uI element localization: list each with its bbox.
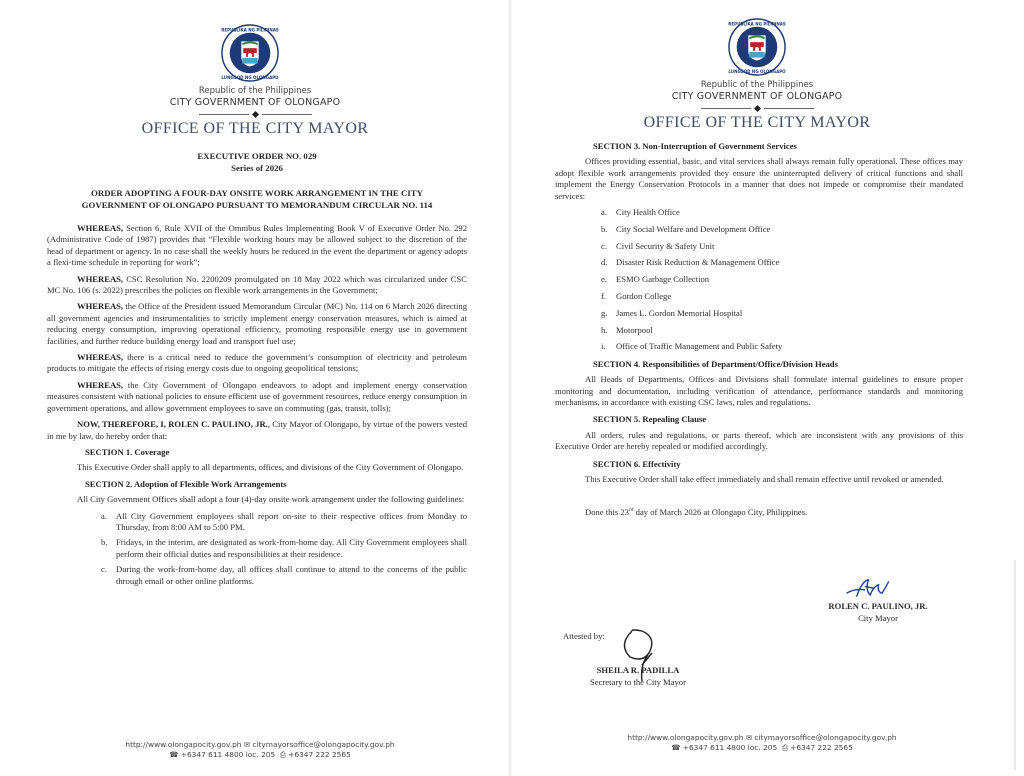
fax-number: +6347 222 2565 [790,743,853,752]
list-text: Office of Traffic Management and Public Safety [616,341,783,352]
list-key: h. [601,324,608,335]
page-1-text-column [38,223,476,587]
phone-number: +6347 611 4800 loc. 205 [682,743,778,752]
city-government-line: CITY GOVERNMENT OF OLONGAPO [169,97,341,108]
republic-line: Republic of the Philippines [700,80,814,90]
letterhead [100,86,410,139]
section-3-item-i [601,341,963,352]
section-3-text [555,156,963,202]
list-text: Civil Security & Safety Unit [616,240,715,251]
list-text: Disaster Risk Reduction & Management Office [616,257,780,268]
now-therefore-lead: NOW, THEREFORE, I, ROLEN C. PAULINO, JR. [77,419,268,430]
list-key: a. [601,207,607,218]
executive-order-number: EXECUTIVE ORDER NO. 029 [197,151,317,161]
website-link[interactable]: http://www.olongapocity.gov.ph [627,733,744,742]
section-3-heading: SECTION 3. Non-Interruption of Government Services [593,141,797,151]
list-text: During the work-from-home day, all offices shall continue to attend to the concerns of the public through email or other online platforms. [116,564,467,586]
list-text: Fridays, in the interim, are designated as work-from-home day. All City Government employees shall perform their official duties and responsibilities at their residence. [116,537,467,559]
section-3-item-h [601,324,963,336]
order-title-line-2: GOVERNMENT OF OLONGAPO PURSUANT TO MEMORANDUM CIRCULAR NO. 114 [81,200,433,210]
list-text: ESMO Garbage Collection [616,274,710,285]
whereas-text: the Office of the President issued Memorandum Circular (MC) No. 114 on 6 March 2026 directing all government agencies and instrumentalities to strictly implement energy conservation measures, which is aimed at reducing energy consumption, improving operational efficiency, promoting responsible energy use in government facilities, and further reduce building energy load and transport fuel use; [47,301,467,346]
page-1-footer [60,740,460,760]
letterhead-divider [602,103,912,113]
list-text: Gordon College [616,291,672,302]
document-page-2 [512,0,1024,776]
section-3-item-g [601,307,963,319]
section-3-item-b [601,223,963,235]
fax-icon: ⎙ [781,743,788,752]
fax-icon: ⎙ [279,750,286,759]
series: Series of 2026 [231,163,283,173]
document-page-1 [0,0,510,776]
section-2-text [47,494,467,505]
signatory-title: City Mayor [858,613,898,623]
website-link[interactable]: http://www.olongapocity.gov.ph [125,740,242,749]
section-6-text [555,474,963,485]
done-post: day of March 2026 at Olongapo City, Philippines. [633,507,808,518]
email-link[interactable]: citymayorsoffice@olongapocity.gov.ph [754,733,897,742]
seal-text-bottom: LUNGSOD NG OLONGAPO [728,69,786,75]
page-edge-shadow [1014,560,1016,770]
done-pre: Done this 23 [585,507,629,518]
list-text: James L. Gordon Memorial Hospital [616,307,743,318]
signatory-block [798,600,958,624]
section-4-text [555,374,963,408]
list-key: i. [601,341,606,352]
whereas-lead: WHEREAS, [77,301,124,312]
attester-title: Secretary to the City Mayor [590,677,686,687]
list-key: c. [601,240,607,251]
whereas-lead: WHEREAS, [77,379,124,390]
fax-number: +6347 222 2565 [288,750,351,759]
list-text: All City Government employees shall report on-site to their respective offices from Monday to Thursday, from 8:00 AM to 5:00 PM. [116,510,467,532]
list-key: b. [101,537,108,548]
attester-block [568,664,708,688]
list-key: c. [101,564,107,575]
letterhead-divider [100,109,410,119]
republic-line: Republic of the Philippines [198,86,312,96]
done-line [555,505,963,518]
section-2-list [47,511,467,587]
section-1-heading: SECTION 1. Coverage [85,446,170,457]
section-3-list [555,207,963,353]
whereas-text: the City Government of Olongapo endeavors to adopt and implement energy conservation measures consistent with national policies to ensure efficient use of government resources, reduce energy consumption in government operations, and allow government employees to save on commuting (gas, transit, tolls); [47,379,467,413]
section-3-item-e [601,274,963,285]
city-seal-logo [728,18,786,76]
section-3-body: Offices providing essential, basic, and vital services shall always remain fully operational. These offices may adopt flexible work arrangements provided they ensure the uninterrupted delivery of critical functions and shall implement the Energy Conservation Protocols in a manner that does not impede or compromise their mandated services: [555,156,963,201]
section-2-heading: SECTION 2. Adoption of Flexible Work Arrangements [85,478,287,489]
diamond-ornament-icon [251,110,258,117]
list-key: e. [601,274,607,285]
list-key: f. [601,291,607,302]
page-1-body [38,150,476,591]
list-key: a. [101,510,107,521]
office-title: OFFICE OF THE CITY MAYOR [141,120,369,137]
list-key: d. [601,257,608,268]
envelope-icon: ✉ [243,740,251,749]
whereas-paragraph-4 [47,352,467,375]
city-seal-logo [221,24,279,82]
section-5-body: All orders, rules and regulations, or parts thereof, which are inconsistent with any provisions of this Executive Order are hereby repealed or modified accordingly. [555,429,963,452]
page-2-body [555,139,963,524]
city-government-line: CITY GOVERNMENT OF OLONGAPO [671,91,843,102]
whereas-paragraph-5 [47,380,467,414]
section-3-item-d [601,257,963,268]
whereas-paragraph-1 [47,223,467,269]
section-6-heading: SECTION 6. Effectivity [593,458,681,469]
list-text: Motorpool [616,324,653,335]
section-3-item-c [601,240,963,252]
section-5-heading: SECTION 5. Repealing Clause [593,414,707,425]
seal-text-top: REPUBLIKA NG PILIPINAS [728,21,786,27]
section-1-body: This Executive Order shall apply to all departments, offices, and divisions of the City Government of Olongapo. [77,462,464,473]
email-link[interactable]: citymayorsoffice@olongapocity.gov.ph [252,740,395,749]
whereas-lead: WHEREAS, [77,223,124,233]
seal-text-top: REPUBLIKA NG PILIPINAS [221,27,279,33]
section-4-body: All Heads of Departments, Offices and Divisions shall formulate internal guidelines to ensure proper monitoring and documentation, including verification of attendance, performance standards and monitoring mechanisms, in accordance with existing CSC laws, rules and regulations. [555,374,963,408]
envelope-icon: ✉ [745,733,753,742]
signatory-name: ROLEN C. PAULINO, JR. [828,601,928,611]
whereas-paragraph-3 [47,301,467,347]
order-title [38,187,476,211]
now-therefore-paragraph [47,419,467,442]
attested-by-label: Attested by: [563,631,605,641]
list-key: b. [601,223,608,234]
list-text: City Social Welfare and Development Office [616,223,771,234]
whereas-text: CSC Resolution No. 2200209 promulgated on 18 May 2022 which was circularized under CSC MC No. 106 (s. 2022) prescribes the policies on flexible work arrangements in the Government; [47,273,467,296]
whereas-paragraph-2 [47,274,467,297]
whereas-text: Section 6, Rule XVII of the Omnibus Rules Implementing Book V of Executive Order No. 292 (Administrative Code of 1987) provides that “Flexible working hours may be allowed subject to the discretion of the head of department or agency. In no case shall the weekly hours be reduced in the event the department or agency adopts a flexi-time schedule in reporting for work”; [47,223,467,268]
whereas-lead: WHEREAS, [77,273,124,284]
whereas-text: there is a critical need to reduce the government’s consumption of electricity and petroleum products to mitigate the effects of rising energy costs due to ongoing geopolitical tensions; [47,352,467,374]
section-3-item-a [601,207,963,218]
whereas-lead: WHEREAS, [77,352,124,363]
diamond-ornament-icon [753,104,760,111]
section-2-item-b [101,537,467,560]
seal-text-bottom: LUNGSOD NG OLONGAPO [221,75,279,81]
page-2-footer [562,733,962,753]
section-4-heading: SECTION 4. Responsibilities of Department/Office/Division Heads [593,358,838,369]
section-5-text [555,430,963,453]
mayor-signature [840,578,902,600]
section-6-body: This Executive Order shall take effect immediately and shall remain effective until revoked or amended. [585,474,944,485]
section-2-item-c [101,564,467,587]
section-1-text [47,462,467,473]
office-title: OFFICE OF THE CITY MAYOR [643,114,871,131]
list-key: g. [601,307,608,318]
list-text: City Health Office [616,207,680,218]
now-therefore-text: , City Mayor of Olongapo, by virtue of the powers vested in me by law, do hereby order that: [47,419,467,441]
telephone-icon: ☎ [671,743,681,752]
section-2-item-a [101,510,467,534]
executive-order-number-block [38,150,476,174]
telephone-icon: ☎ [169,750,179,759]
order-title-line-1: ORDER ADOPTING A FOUR-DAY ONSITE WORK ARRANGEMENT IN THE CITY [91,188,423,198]
section-2-body: All City Government Offices shall adopt a four (4)-day onsite work arrangement under the following guidelines: [77,494,465,505]
phone-number: +6347 611 4800 loc. 205 [180,750,276,759]
attester-name: SHEILA R. PADILLA [596,665,680,675]
letterhead [602,80,912,133]
done-ordinal: rd [628,507,634,514]
section-3-item-f [601,291,963,302]
